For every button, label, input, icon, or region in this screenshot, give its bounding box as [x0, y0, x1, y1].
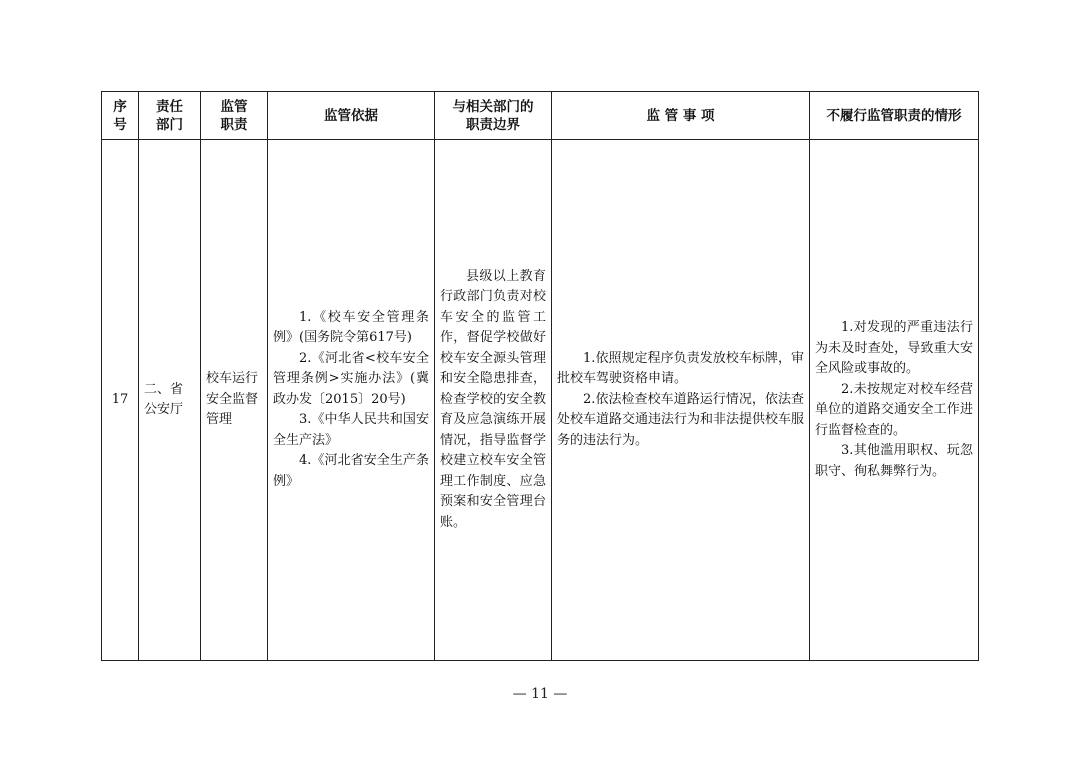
row-failures: [810, 140, 979, 661]
header-duty: 监管 职责: [201, 92, 268, 140]
supervision-table: [101, 91, 979, 661]
failure-item: 2.未按规定对校车经营单位的道路交通安全工作进行监督检查的。: [815, 381, 973, 438]
row-dept: 二、省公安厅: [139, 140, 201, 661]
row-boundary: [435, 140, 552, 661]
header-boundary: 与相关部门的 职责边界: [435, 92, 552, 140]
header-items: 监 管 事 项: [552, 92, 810, 140]
header-num: 序 号: [102, 92, 139, 140]
header-row: [102, 92, 979, 140]
table-row: [102, 140, 979, 661]
page-number: — 11 —: [512, 686, 568, 702]
row-number: 17: [102, 140, 139, 661]
boundary-text: 县级以上教育行政部门负责对校车安全的监管工作，督促学校做好校车安全源头管理和安全隐患排查，检查学校的安全教育及应急演练开展情况，指导监督学校建立校车安全管理工作制度、应急预案和安全管理台账。: [440, 268, 546, 530]
header-dept: 责任 部门: [139, 92, 201, 140]
basis-item: 1.《校车安全管理条例》(国务院令第617号): [273, 309, 429, 346]
row-items: [552, 140, 810, 661]
row-duty: 校车运行安全监督管理: [201, 140, 268, 661]
item-entry: 1.依照规定程序负责发放校车标牌，审批校车驾驶资格申请。: [557, 350, 804, 387]
header-basis: 监管依据: [268, 92, 435, 140]
item-entry: 2.依法检查校车道路运行情况，依法查处校车道路交通违法行为和非法提供校车服务的违法行为。: [557, 391, 805, 448]
failure-item: 3.其他滥用职权、玩忽职守、徇私舞弊行为。: [815, 443, 973, 479]
basis-item: 3.《中华人民共和国安全生产法》: [273, 412, 429, 448]
header-failures: 不履行监管职责的情形: [810, 92, 979, 140]
row-basis: [268, 140, 435, 661]
basis-item: 4.《河北省安全生产条例》: [273, 453, 429, 489]
basis-item: 2.《河北省<校车安全管理条例>实施办法》(冀政办发〔2015〕20号): [273, 350, 429, 407]
failure-item: 1.对发现的严重违法行为未及时查处，导致重大安全风险或事故的。: [815, 320, 973, 376]
